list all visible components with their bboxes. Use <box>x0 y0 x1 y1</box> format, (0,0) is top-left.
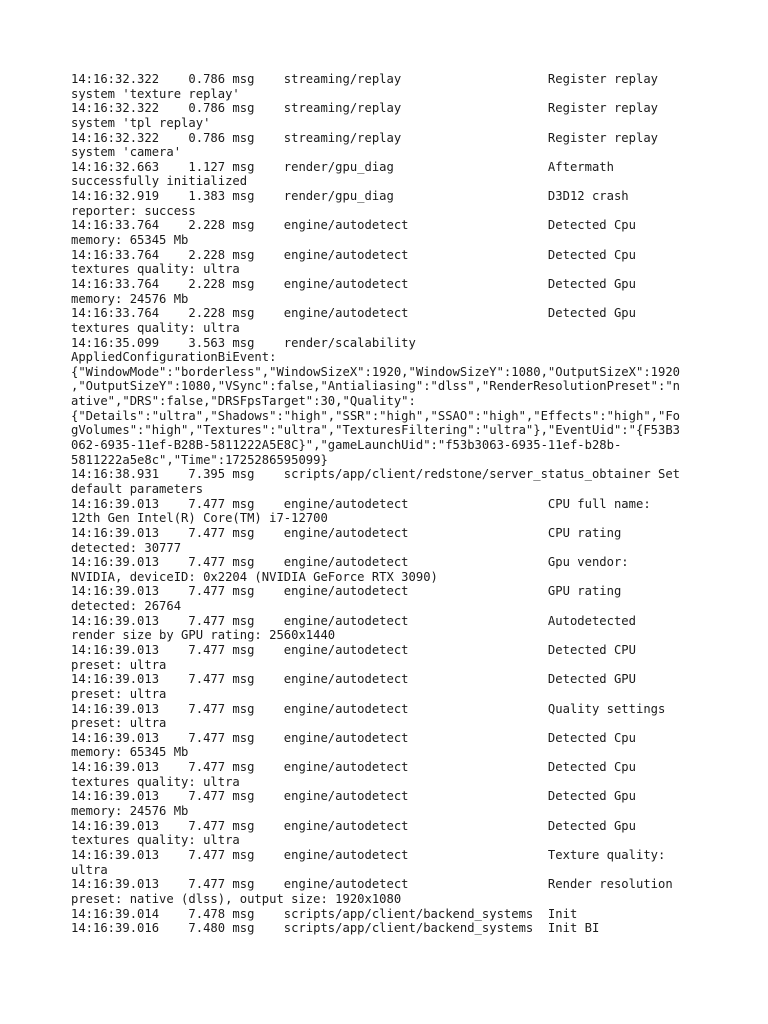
log-line: preset: ultra <box>71 686 167 701</box>
log-line: detected: 26764 <box>71 599 182 614</box>
log-line: 14:16:39.013 7.477 msg engine/autodetect Texture quality: <box>71 847 666 862</box>
log-line: 14:16:39.013 7.477 msg engine/autodetect Detected Gpu <box>71 789 636 804</box>
log-document <box>71 72 711 936</box>
log-line: NVIDIA, deviceID: 0x2204 (NVIDIA GeForce RTX 3090) <box>71 569 438 584</box>
log-line: preset: ultra <box>71 716 167 731</box>
log-line: memory: 65345 Mb <box>71 233 189 248</box>
log-line: preset: ultra <box>71 657 167 672</box>
log-line: 5811222a5e8c","Time":1725286595099} <box>71 452 328 467</box>
log-line: system 'tpl replay' <box>71 115 211 130</box>
log-line: 14:16:39.013 7.477 msg engine/autodetect Quality settings <box>71 701 666 716</box>
log-line: {"Details":"ultra","Shadows":"high","SSR":"high","SSAO":"high","Effects":"high","Fo <box>71 408 681 423</box>
log-line: 14:16:39.013 7.477 msg engine/autodetect Autodetected <box>71 613 636 628</box>
log-line: 14:16:39.016 7.480 msg scripts/app/client/backend_systems Init BI <box>71 921 600 936</box>
log-line: system 'camera' <box>71 145 182 160</box>
log-line: 14:16:39.013 7.477 msg engine/autodetect CPU rating <box>71 525 622 540</box>
log-line: 14:16:32.919 1.383 msg render/gpu_diag D3D12 crash <box>71 189 629 204</box>
log-line: 14:16:39.013 7.477 msg engine/autodetect Detected Cpu <box>71 730 636 745</box>
log-line: successfully initialized <box>71 174 248 189</box>
log-line: reporter: success <box>71 203 196 218</box>
log-line: 14:16:32.663 1.127 msg render/gpu_diag Aftermath <box>71 159 614 174</box>
log-line: 14:16:32.322 0.786 msg streaming/replay Register replay <box>71 130 658 145</box>
log-line: gVolumes":"high","Textures":"ultra","TexturesFiltering":"ultra"},"EventUid":"{F53B3 <box>71 423 681 438</box>
log-line: 14:16:32.322 0.786 msg streaming/replay Register replay <box>71 72 658 86</box>
log-line: textures quality: ultra <box>71 262 240 277</box>
log-line: 14:16:39.013 7.477 msg engine/autodetect Detected Gpu <box>71 818 636 833</box>
log-line: textures quality: ultra <box>71 774 240 789</box>
log-line: 14:16:35.099 3.563 msg render/scalability <box>71 335 416 350</box>
log-line: 14:16:39.013 7.477 msg engine/autodetect Gpu vendor: <box>71 555 629 570</box>
log-line: 14:16:33.764 2.228 msg engine/autodetect Detected Cpu <box>71 247 636 262</box>
log-line: 14:16:33.764 2.228 msg engine/autodetect Detected Gpu <box>71 276 636 291</box>
log-line: 14:16:39.013 7.477 msg engine/autodetect Detected CPU <box>71 642 636 657</box>
log-line: 14:16:32.322 0.786 msg streaming/replay Register replay <box>71 101 658 116</box>
log-line: 14:16:39.013 7.477 msg engine/autodetect Render resolution <box>71 877 673 892</box>
log-line: textures quality: ultra <box>71 833 240 848</box>
log-line: ,"OutputSizeY":1080,"VSync":false,"Antialiasing":"dlss","RenderResolutionPreset":"n <box>71 379 681 394</box>
log-line: {"WindowMode":"borderless","WindowSizeX":1920,"WindowSizeY":1080,"OutputSizeX":1920 <box>71 364 681 379</box>
log-line: 14:16:33.764 2.228 msg engine/autodetect Detected Gpu <box>71 306 636 321</box>
log-line: 062-6935-11ef-B28B-5811222A5E8C}","gameLaunchUid":"f53b3063-6935-11ef-b28b- <box>71 438 622 453</box>
log-line: default parameters <box>71 481 204 496</box>
log-line: 12th Gen Intel(R) Core(TM) i7-12700 <box>71 511 328 526</box>
log-line: ative","DRS":false,"DRSFpsTarget":30,"Quality": <box>71 394 416 409</box>
log-line: memory: 24576 Mb <box>71 804 189 819</box>
log-line: ultra <box>71 862 108 877</box>
log-line: system 'texture replay' <box>71 86 240 101</box>
log-line: 14:16:39.013 7.477 msg engine/autodetect Detected GPU <box>71 672 636 687</box>
log-line: 14:16:39.014 7.478 msg scripts/app/client/backend_systems Init <box>71 906 578 921</box>
log-line: textures quality: ultra <box>71 320 240 335</box>
log-line: AppliedConfigurationBiEvent: <box>71 350 277 365</box>
log-line: memory: 65345 Mb <box>71 745 189 760</box>
log-line: memory: 24576 Mb <box>71 291 189 306</box>
log-line: 14:16:39.013 7.477 msg engine/autodetect Detected Cpu <box>71 760 636 775</box>
log-line: render size by GPU rating: 2560x1440 <box>71 628 336 643</box>
log-line: 14:16:39.013 7.477 msg engine/autodetect GPU rating <box>71 584 622 599</box>
log-line: detected: 30777 <box>71 540 182 555</box>
log-line: preset: native (dlss), output size: 1920x1080 <box>71 891 402 906</box>
log-line: 14:16:38.931 7.395 msg scripts/app/client/redstone/server_status_obtainer Set <box>71 467 681 482</box>
log-line: 14:16:39.013 7.477 msg engine/autodetect CPU full name: <box>71 496 651 511</box>
log-line: 14:16:33.764 2.228 msg engine/autodetect Detected Cpu <box>71 218 636 233</box>
